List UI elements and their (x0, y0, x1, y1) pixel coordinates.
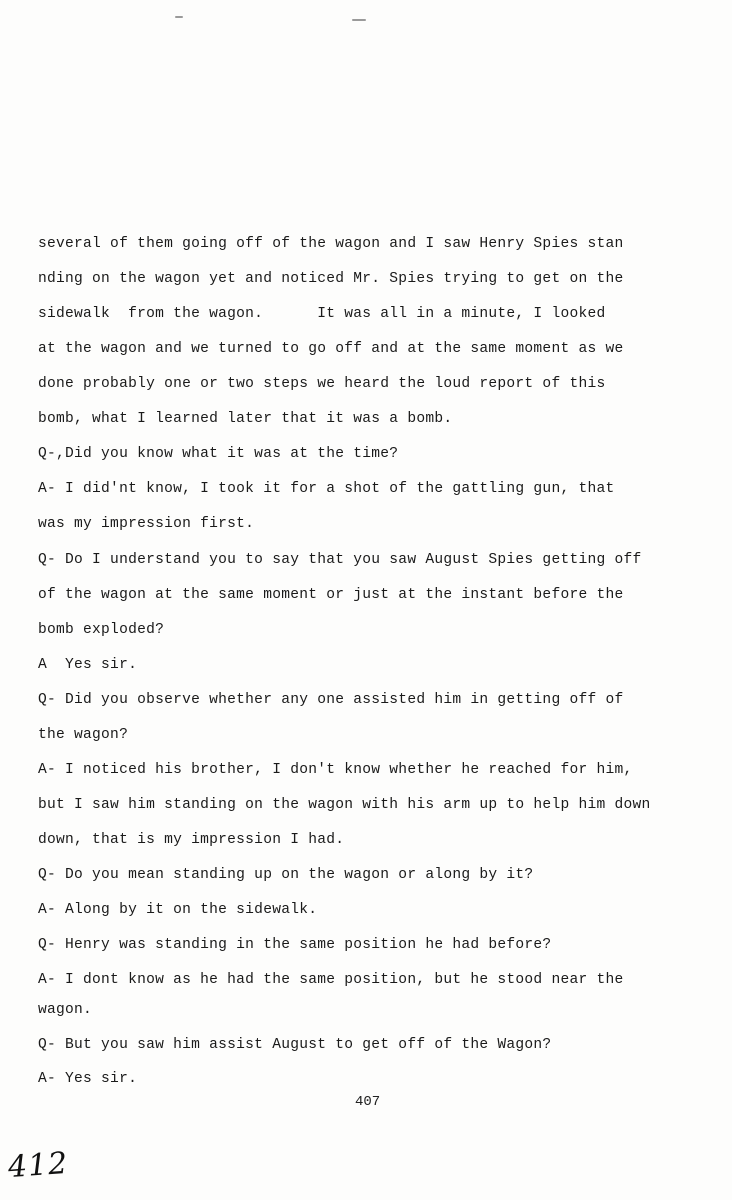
answer-line: A Yes sir. (38, 657, 138, 673)
transcript-line: done probably one or two steps we heard the loud report of this (38, 376, 606, 392)
page-number: 407 (355, 1094, 381, 1110)
transcript-line: several of them going off of the wagon and I saw Henry Spies stan (38, 236, 624, 252)
answer-line: A- I noticed his brother, I don't know whether he reached for him, (38, 762, 633, 778)
answer-line: A- I did'nt know, I took it for a shot of the gattling gun, that (38, 481, 615, 497)
transcript-line: down, that is my impression I had. (38, 832, 345, 848)
transcript-line: sidewalk from the wagon. It was all in a minute, I looked (38, 306, 606, 322)
question-line: Q-,Did you know what it was at the time? (38, 446, 399, 462)
transcript-line: bomb exploded? (38, 622, 165, 638)
transcript-line: nding on the wagon yet and noticed Mr. Spies trying to get on the (38, 271, 624, 287)
handwritten-folio-number: 412 (6, 1145, 70, 1186)
transcript-line: but I saw him standing on the wagon with his arm up to help him down (38, 797, 651, 813)
question-line: Q- Do you mean standing up on the wagon or along by it? (38, 867, 534, 883)
scan-speck (352, 19, 366, 21)
question-line: Q- Do I understand you to say that you saw August Spies getting off (38, 552, 642, 568)
transcript-line: at the wagon and we turned to go off and at the same moment as we (38, 341, 624, 357)
answer-line: A- Along by it on the sidewalk. (38, 902, 318, 918)
answer-line: A- I dont know as he had the same position, but he stood near the (38, 972, 624, 988)
scan-speck (175, 16, 183, 18)
answer-line: A- Yes sir. (38, 1071, 138, 1087)
transcript-line: bomb, what I learned later that it was a bomb. (38, 411, 453, 427)
question-line: Q- Did you observe whether any one assisted him in getting off of (38, 692, 624, 708)
transcript-line: of the wagon at the same moment or just at the instant before the (38, 587, 624, 603)
transcript-line: was my impression first. (38, 516, 255, 532)
scan-specks (0, 10, 732, 30)
question-line: Q- But you saw him assist August to get off of the Wagon? (38, 1037, 552, 1053)
question-line: Q- Henry was standing in the same position he had before? (38, 937, 552, 953)
transcript-line: the wagon? (38, 727, 129, 743)
transcript-line: wagon. (38, 1002, 93, 1018)
